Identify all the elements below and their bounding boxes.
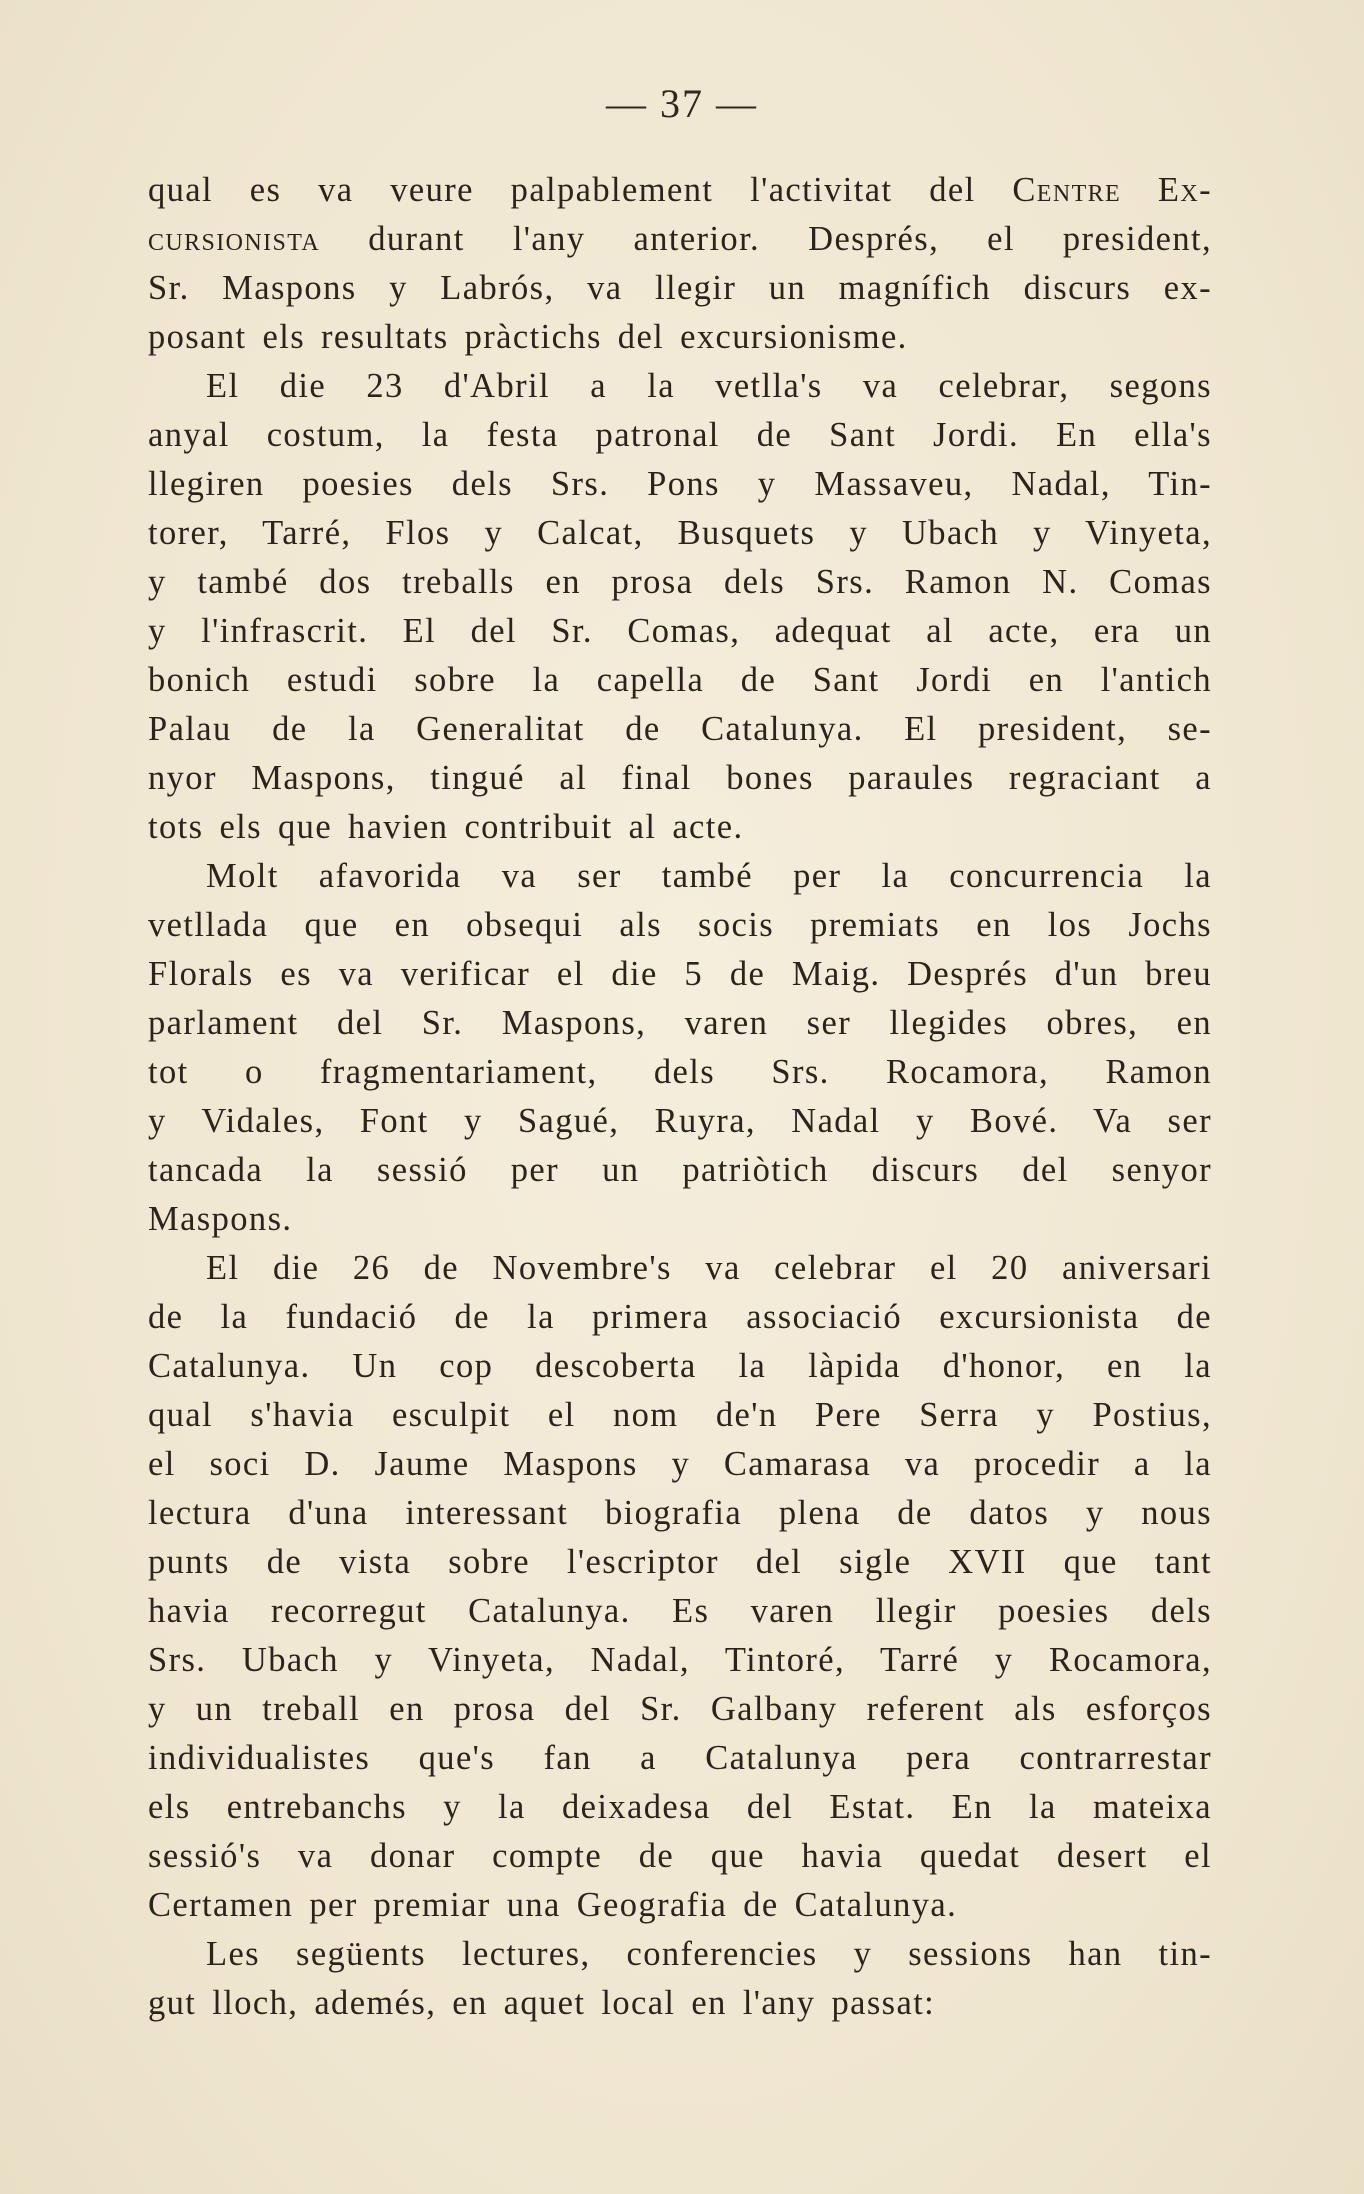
text-line: tot o fragmentariament, dels Srs. Rocamora, Ramon bbox=[148, 1053, 1212, 1091]
text-line: nyor Maspons, tingué al final bones paraules regraciant a bbox=[148, 759, 1212, 797]
text-line: individualistes que's fan a Catalunya pera contrarrestar bbox=[148, 1739, 1212, 1777]
text-line: torer, Tarré, Flos y Calcat, Busquets y Ubach y Vinyeta, bbox=[148, 514, 1212, 552]
small-caps-text: cursionista bbox=[148, 220, 321, 258]
text-line: y Vidales, Font y Sagué, Ruyra, Nadal y Bové. Va ser bbox=[148, 1102, 1212, 1140]
body-text bbox=[148, 166, 1212, 2028]
text-line: Maspons. bbox=[148, 1200, 293, 1238]
text-line: qual es va veure palpablement l'activitat del Centre Ex- bbox=[148, 171, 1212, 209]
text-line: anyal costum, la festa patronal de Sant Jordi. En ella's bbox=[148, 416, 1212, 454]
text-line: cursionista durant l'any anterior. Després, el president, bbox=[148, 220, 1212, 258]
text-line: Certamen per premiar una Geografia de Catalunya. bbox=[148, 1886, 958, 1924]
text-line: llegiren poesies dels Srs. Pons y Massaveu, Nadal, Tin- bbox=[148, 465, 1212, 503]
text-line: Srs. Ubach y Vinyeta, Nadal, Tintoré, Tarré y Rocamora, bbox=[148, 1641, 1212, 1679]
text-line: havia recorregut Catalunya. Es varen llegir poesies dels bbox=[148, 1592, 1212, 1630]
text-line: lectura d'una interessant biografia plena de datos y nous bbox=[148, 1494, 1212, 1532]
text-line: posant els resultats pràctichs del excursionisme. bbox=[148, 318, 908, 356]
page-number: — 37 — bbox=[606, 81, 758, 126]
text-line: tots els que havien contribuit al acte. bbox=[148, 808, 744, 846]
text-line: y l'infrascrit. El del Sr. Comas, adequat al acte, era un bbox=[148, 612, 1212, 650]
text-line: Sr. Maspons y Labrós, va llegir un magnífich discurs ex- bbox=[148, 269, 1212, 307]
text-line: El die 26 de Novembre's va celebrar el 20 aniversari bbox=[206, 1249, 1212, 1287]
text-line: tancada la sessió per un patriòtich discurs del senyor bbox=[148, 1151, 1212, 1189]
text-line: de la fundació de la primera associació excursionista de bbox=[148, 1298, 1212, 1336]
text-line: sessió's va donar compte de que havia quedat desert el bbox=[148, 1837, 1212, 1875]
text-line: el soci D. Jaume Maspons y Camarasa va procedir a la bbox=[148, 1445, 1212, 1483]
text-line: Catalunya. Un cop descoberta la làpida d'honor, en la bbox=[148, 1347, 1212, 1385]
text-line: Les següents lectures, conferencies y sessions han tin- bbox=[206, 1935, 1212, 1973]
text-line: gut lloch, ademés, en aquet local en l'any passat: bbox=[148, 1984, 936, 2022]
text-line: y també dos treballs en prosa dels Srs. Ramon N. Comas bbox=[148, 563, 1212, 601]
text-line: els entrebanchs y la deixadesa del Estat. En la mateixa bbox=[148, 1788, 1212, 1826]
text-line: punts de vista sobre l'escriptor del sigle XVII que tant bbox=[148, 1543, 1212, 1581]
text-line: Palau de la Generalitat de Catalunya. El president, se- bbox=[148, 710, 1212, 748]
small-caps-text: Centre Ex- bbox=[1012, 171, 1212, 209]
text-line: bonich estudi sobre la capella de Sant Jordi en l'antich bbox=[148, 661, 1212, 699]
text-line: El die 23 d'Abril a la vetlla's va celebrar, segons bbox=[206, 367, 1212, 405]
text-line: parlament del Sr. Maspons, varen ser llegides obres, en bbox=[148, 1004, 1212, 1042]
text-line: Florals es va verificar el die 5 de Maig. Després d'un breu bbox=[148, 955, 1212, 993]
text-line: qual s'havia esculpit el nom de'n Pere Serra y Postius, bbox=[148, 1396, 1212, 1434]
text-line: vetllada que en obsequi als socis premiats en los Jochs bbox=[148, 906, 1212, 944]
text-line: y un treball en prosa del Sr. Galbany referent als esforços bbox=[148, 1690, 1212, 1728]
text-line: Molt afavorida va ser també per la concurrencia la bbox=[206, 857, 1212, 895]
